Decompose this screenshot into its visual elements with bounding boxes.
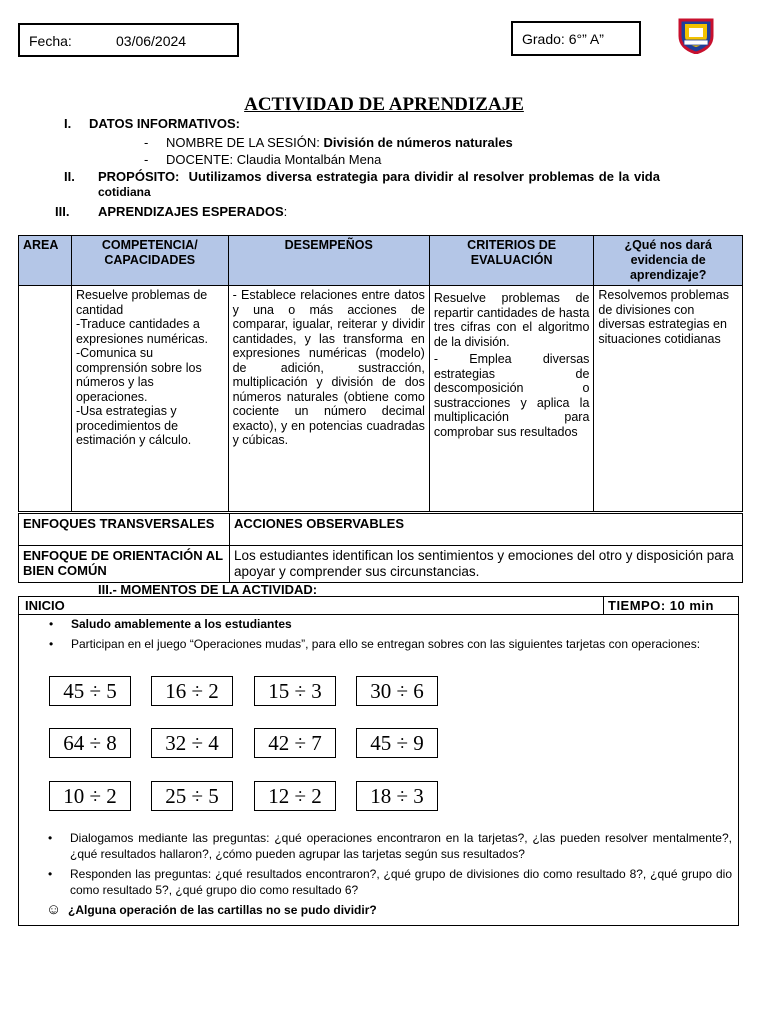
operation-card: 12 ÷ 2 bbox=[254, 781, 336, 811]
docente-text: DOCENTE: Claudia Montalbán Mena bbox=[166, 152, 382, 167]
section-1-number: I. bbox=[64, 116, 72, 131]
dash-bullet: - bbox=[144, 152, 149, 167]
momentos-title: III.- MOMENTOS DE LA ACTIVIDAD: bbox=[98, 582, 318, 597]
dash-bullet: - bbox=[144, 135, 149, 150]
section-2-block bbox=[98, 169, 660, 184]
session-name-prefix: NOMBRE DE LA SESIÓN: bbox=[166, 135, 324, 150]
smiley-icon: ☺ bbox=[46, 901, 62, 918]
criterio-1: Resuelve problemas de repartir cantidades de hasta tres cifras con el algoritmo de la división. bbox=[433, 291, 590, 349]
enfoque-bien-comun-text: Los estudiantes identifican los sentimientos y emociones del otro y disposición para apoyar y comprender sus circunstancias. bbox=[230, 546, 743, 583]
bullet-saludo-text: Saludo amablemente a los estudiantes bbox=[71, 617, 292, 631]
header-criterios: CRITERIOS DE EVALUACIÓN bbox=[429, 236, 594, 286]
enfoque-bien-comun-label: ENFOQUE DE ORIENTACIÓN AL BIEN COMÚN bbox=[19, 546, 230, 583]
operation-card: 32 ÷ 4 bbox=[151, 728, 233, 758]
bullet-saludo bbox=[19, 616, 735, 632]
section-2-number: II. bbox=[64, 169, 75, 184]
header-evidencia: ¿Qué nos dará evidencia de aprendizaje? bbox=[594, 236, 743, 286]
tiempo-divider bbox=[603, 597, 604, 614]
acciones-header: ACCIONES OBSERVABLES bbox=[230, 514, 743, 546]
operation-card: 45 ÷ 5 bbox=[49, 676, 131, 706]
operation-card: 25 ÷ 5 bbox=[151, 781, 233, 811]
section-3-number: III. bbox=[55, 204, 70, 219]
bullet-juego: • Participan en el juego “Operaciones mudas”, para ello se entregan sobres con las siguientes tarjetas con operaciones: bbox=[19, 636, 735, 652]
inicio-label: INICIO bbox=[25, 598, 65, 613]
operation-card: 18 ÷ 3 bbox=[356, 781, 438, 811]
header-competencia: COMPETENCIA/ CAPACIDADES bbox=[71, 236, 228, 286]
operation-card: 45 ÷ 9 bbox=[356, 728, 438, 758]
session-name-value: División de números naturales bbox=[323, 135, 513, 150]
enfoques-header: ENFOQUES TRANSVERSALES bbox=[19, 514, 230, 546]
inicio-divider bbox=[19, 614, 738, 615]
final-question-text: ¿Alguna operación de las cartillas no se pudo dividir? bbox=[68, 903, 377, 917]
operation-card: 30 ÷ 6 bbox=[356, 676, 438, 706]
inicio-bullets-bottom bbox=[18, 830, 732, 898]
cell-desempenos: - Establece relaciones entre datos y una o más acciones de comparar, igualar, reiterar y dividir cantidades, y las transforma en expresiones numéricas (modelo) de adición, sustracción, multiplicación y división de dos números naturales (obtiene como cociente un número decimal exacto), y en potencias cuadradas y cúbicas. bbox=[228, 286, 429, 512]
proposito-text-line1: Uutilizamos diversa estrategia para dividir al resolver problemas de la vida bbox=[188, 169, 660, 184]
docente-line bbox=[144, 152, 381, 167]
cell-area bbox=[19, 286, 72, 512]
school-crest-logo bbox=[676, 14, 716, 54]
session-name-line bbox=[144, 135, 513, 150]
final-question-line bbox=[46, 902, 377, 918]
evaluation-table bbox=[18, 235, 743, 512]
cell-competencia: Resuelve problemas de cantidad -Traduce cantidades a expresiones numéricas. -Comunica su comprensión sobre los números y las operaciones. -Usa estrategias y procedimientos de estimación y cálculo. bbox=[71, 286, 228, 512]
page-title: ACTIVIDAD DE APRENDIZAJE bbox=[244, 94, 524, 115]
operation-card: 64 ÷ 8 bbox=[49, 728, 131, 758]
operation-card: 10 ÷ 2 bbox=[49, 781, 131, 811]
section-1-label: DATOS INFORMATIVOS: bbox=[89, 116, 240, 131]
header-desempenos: DESEMPEÑOS bbox=[228, 236, 429, 286]
cell-evidencia: Resolvemos problemas de divisiones con diversas estrategias en situaciones cotidianas bbox=[594, 286, 743, 512]
fecha-value: 03/06/2024 bbox=[116, 33, 187, 49]
section-3-label-wrap bbox=[98, 204, 287, 219]
tiempo-label: TIEMPO: 10 min bbox=[608, 598, 714, 613]
section-2-label: PROPÓSITO: bbox=[98, 169, 180, 184]
header-area: AREA bbox=[19, 236, 72, 286]
inicio-bullets-top bbox=[19, 616, 735, 652]
fecha-label: Fecha: bbox=[29, 33, 72, 49]
fecha-box bbox=[18, 23, 239, 57]
operation-card: 16 ÷ 2 bbox=[151, 676, 233, 706]
bullet-dialogamos: • Dialogamos mediante las preguntas: ¿qué operaciones encontraron en la tarjetas?, ¿las pueden resolver mentalmente?, ¿qué resultados hallaron?, ¿cómo pueden agrupar las tarjetas según sus resultados? bbox=[18, 830, 732, 862]
bullet-responden: • Responden las preguntas: ¿qué resultados encontraron?, ¿qué grupo de divisiones dio como resultado 8?, ¿qué grupo dio como resultado 5?, ¿qué grupo dio como resultado 6? bbox=[18, 866, 732, 898]
grado-label: Grado: 6°” A” bbox=[522, 31, 604, 47]
operation-card: 42 ÷ 7 bbox=[254, 728, 336, 758]
criterio-2: - Emplea diversas estrategias de descomposición o sustracciones y aplica la multiplicación para comprobar sus resultados bbox=[433, 352, 590, 439]
cell-criterios bbox=[429, 286, 594, 512]
enfoques-table bbox=[18, 513, 743, 583]
operation-card: 15 ÷ 3 bbox=[254, 676, 336, 706]
grado-box bbox=[511, 21, 641, 56]
section-3-label: APRENDIZAJES ESPERADOS bbox=[98, 204, 284, 219]
section-3-colon: : bbox=[283, 204, 288, 219]
proposito-text-wrap: cotidiana bbox=[98, 185, 151, 199]
